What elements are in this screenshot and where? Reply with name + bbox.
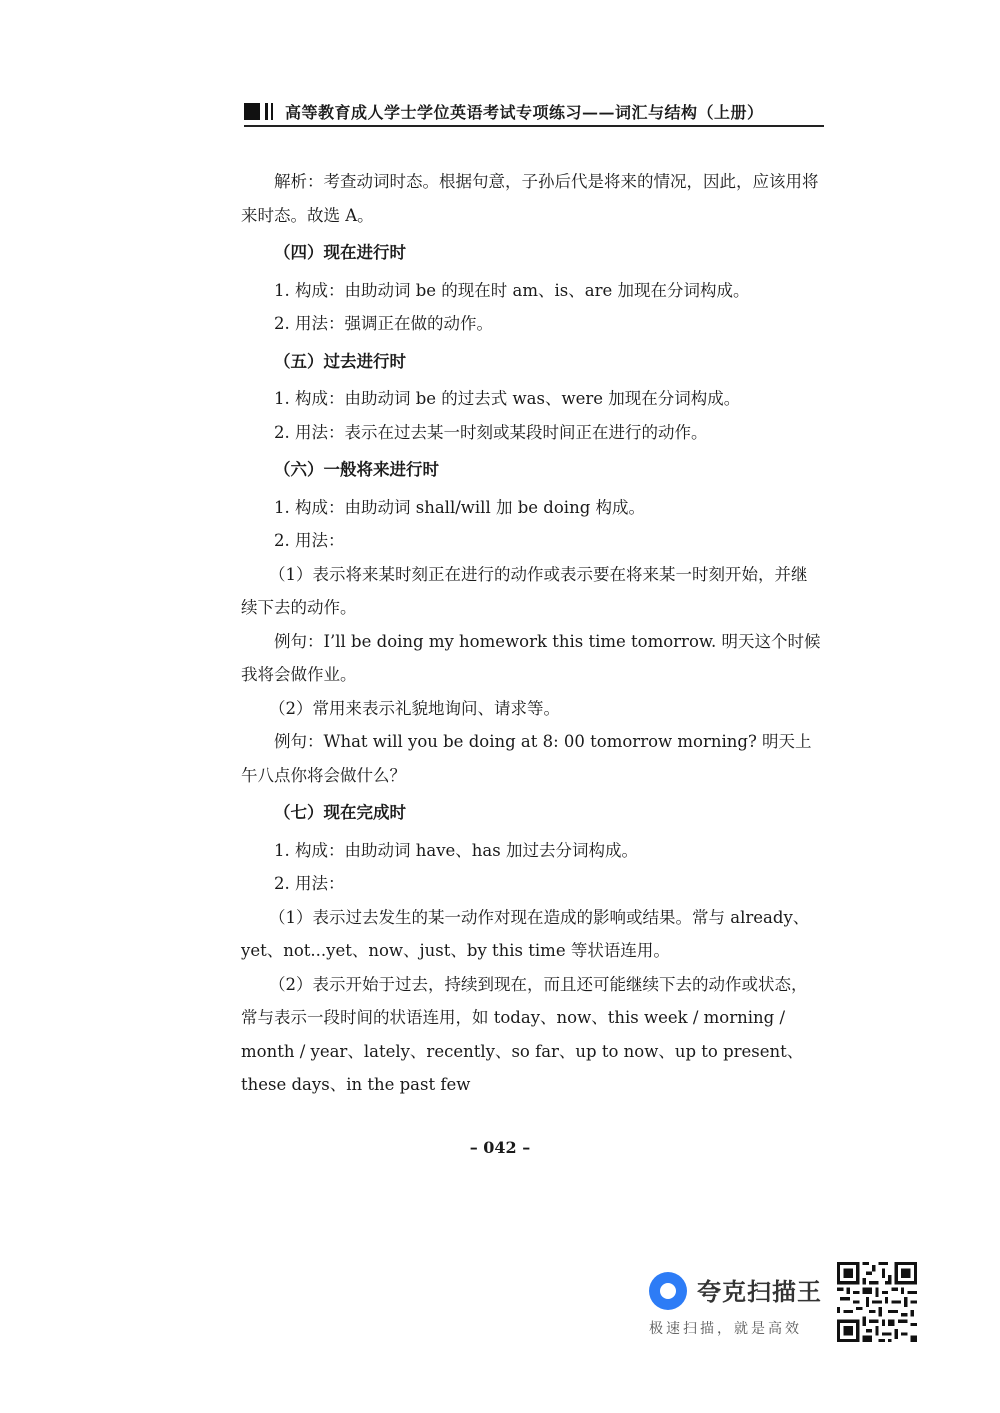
section-6-example-1: 例句：I’ll be doing my homework this time tomorrow. 明天这个时候我将会做作业。 — [241, 631, 821, 684]
section-4-item-2: 2. 用法：强调正在做的动作。 — [274, 314, 493, 333]
page-header — [244, 98, 824, 128]
analysis-paragraph: 解析：考查动词时态。根据句意，子孙后代是将来的情况，因此，应该用将来时态。故选 A。 — [241, 172, 819, 225]
section-7-item-1: 1. 构成：由助动词 have、has 加过去分词构成。 — [274, 840, 638, 860]
section-heading-4: （四）现在进行时 — [274, 243, 406, 262]
section-6-subitem-2: （2）常用来表示礼貌地询问、请求等。 — [269, 698, 561, 718]
scanner-slogan: 极速扫描，就是高效 — [649, 1321, 802, 1337]
section-6-example-2: 例句：What will you be doing at 8: 00 tomorrow morning? 明天上午八点你将会做什么？ — [241, 732, 812, 785]
qr-code-icon — [837, 1262, 917, 1342]
section-heading-5: （五）过去进行时 — [274, 351, 406, 371]
header-rule — [244, 125, 824, 127]
section-6-item-1: 1. 构成：由助动词 shall/will 加 be doing 构成。 — [274, 497, 646, 517]
section-5-item-1: 1. 构成：由助动词 be 的过去式 was、were 加现在分词构成。 — [274, 389, 741, 408]
scanner-app-name: 夸克扫描王 — [697, 1278, 822, 1306]
page-content — [241, 165, 821, 1102]
section-7-subitem-1: （1）表示过去发生的某一动作对现在造成的影响或结果。常与 already、yet、not...yet、now、just、by this time 等状语连用。 — [241, 907, 810, 960]
section-4-item-1: 1. 构成：由助动词 be 的现在时 am、is、are 加现在分词构成。 — [274, 280, 750, 300]
section-heading-6: （六）一般将来进行时 — [274, 460, 439, 479]
section-7-subitem-2: （2）表示开始于过去，持续到现在，而且还可能继续下去的动作或状态，常与表示一段时间的状语连用，如 today、now、this week / morning / month / year、lately、recently、so far、up to now、up to present、these days、in the past few — [241, 974, 808, 1094]
section-7-item-2: 2. 用法： — [274, 874, 345, 893]
scanner-logo-icon — [649, 1272, 687, 1310]
section-5-item-2: 2. 用法：表示在过去某一时刻或某段时间正在进行的动作。 — [274, 422, 708, 442]
page-number: – 042 – — [469, 1138, 531, 1157]
section-heading-7: （七）现在完成时 — [274, 803, 406, 822]
section-6-item-2: 2. 用法： — [274, 531, 345, 550]
section-6-subitem-1: （1）表示将来某时刻正在进行的动作或表示要在将来某一时刻开始，并继续下去的动作。 — [241, 564, 808, 617]
header-title: 高等教育成人学士学位英语考试专项练习——词汇与结构（上册） — [285, 103, 764, 122]
header-bar-mark-thin — [271, 103, 273, 120]
header-bar-mark — [265, 103, 268, 120]
header-block-mark — [244, 103, 260, 120]
scanner-watermark — [645, 1262, 925, 1342]
